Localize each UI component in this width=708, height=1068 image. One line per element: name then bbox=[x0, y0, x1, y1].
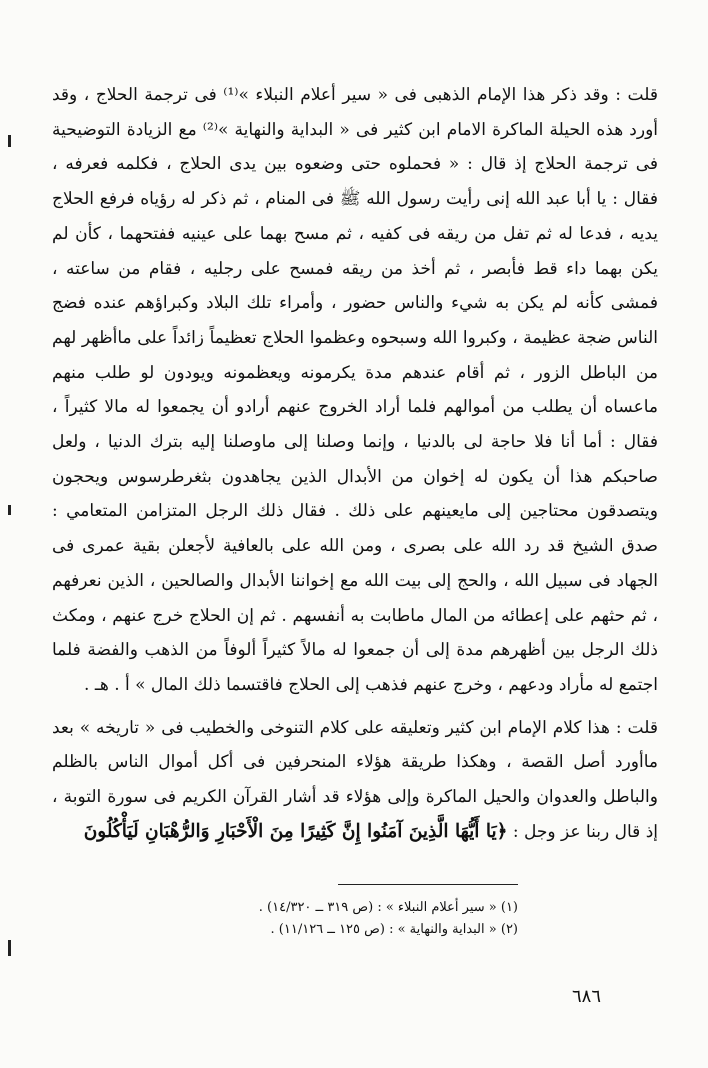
footnote-divider bbox=[338, 884, 518, 885]
footnote-1: (١) « سير أعلام النبلاء » : (ص ٣١٩ ــ ١٤/٣٢٠) . bbox=[258, 900, 518, 915]
paragraph-2 bbox=[52, 711, 658, 850]
footnote-2: (٢) « البداية والنهاية » : (ص ١٢٥ ــ ١١/١٢٦) . bbox=[270, 922, 518, 937]
edge-mark bbox=[8, 940, 11, 956]
edge-mark bbox=[8, 135, 11, 147]
edge-mark bbox=[8, 505, 11, 515]
page-number: ٦٨٦ bbox=[572, 986, 602, 1007]
paragraph-1: قلت : وقد ذكر هذا الإمام الذهبى فى « سير أعلام النبلاء »⁽¹⁾ فى ترجمة الحلاج ، وقد أورد هذه الحيلة الماكرة الامام ابن كثير فى « البداية والنهاية »⁽²⁾ مع الزيادة التوضيحية فى ترجمة الحلاج إذ قال : « فحملوه حتى وضعوه بين يدى الحلاج ، فكلمه فعرفه ، فقال : يا أبا عبد الله إنى رأيت رسول الله ﷺ فى المنام ، ثم ذكر له رؤياه فرفع الحلاج يديه ، فدعا له ثم تفل من ريقه فى كفيه ، ثم مسح بهما على عينيه ففتحهما ، كأن لم يكن بهما داء قط فأبصر ، ثم أخذ من ريقه فمسح على رجليه ، فقام من ساعته ، فمشى كأنه لم يكن به شيء والناس حضور ، وأمراء تلك البلاد وكبراؤهم عنده فضج الناس ضجة عظيمة ، وكبروا الله وسبحوه وعظموا الحلاج تعظيماً زائداً على ماأظهر لهم من الباطل الزور ، ثم أقام عندهم مدة يكرمونه ويعظمونه ويودون لو طلب منهم ماعساه أن يطلب من أموالهم فلما أراد الخروج عنهم أرادو أن يجمعوا له مالا كثيراً ، فقال : أما أنا فلا حاجة لى بالدنيا ، وإنما وصلنا إلى ماوصلنا إليه بترك الدنيا ، ولعل صاحبكم هذا أن يكون له إخوان من الأبدال الذين يجاهدون بثغرطرسوس ويحجون ويتصدقون محتاجين إلى مايعينهم على ذلك . فقال ذلك الرجل المتزامن المتعامي : صدق الشيخ قد رد الله على بصرى ، ومن الله على بالعافية لأجعلن بقية عمرى فى الجهاد فى سبيل الله ، والحج إلى بيت الله مع إخواننا الأبدال والصالحين ، الذين نعرفهم ، ثم حثهم على إعطائه من المال ماطابت به أنفسهم . ثم إن الحلاج خرج عنهم ، ومكث ذلك الرجل بين أظهرهم مدة إلى أن جمعوا له مالاً كثيراً ألوفاً من الذهب والفضة فلما اجتمع له مأراد ودعهم ، وخرج عنهم فذهب إلى الحلاج فاقتسما ذلك المال » أ . هـ . bbox=[52, 85, 659, 695]
footnotes bbox=[160, 897, 518, 941]
paragraph-2-text: قلت : هذا كلام الإمام ابن كثير وتعليقه على كلام التنوخى والخطيب فى « تاريخه » بعد ماأورد أصل القصة ، وهكذا طريقة هؤلاء المنحرفين فى أكل أموال الناس بالظلم والباطل والعدوان والحيل الماكرة وإلى هؤلاء قد أشار القرآن الكريم فى سورة التوبة ، إذ قال ربنا عز وجل : bbox=[52, 717, 658, 842]
page-body bbox=[52, 78, 658, 849]
quran-verse: ﴿يَا أَيُّهَا الَّذِينَ آمَنُوا إِنَّ كَثِيرًا مِنَ الْأَحْبَارِ وَالرُّهْبَانِ لَيَأْكُلُونَ bbox=[83, 820, 508, 842]
